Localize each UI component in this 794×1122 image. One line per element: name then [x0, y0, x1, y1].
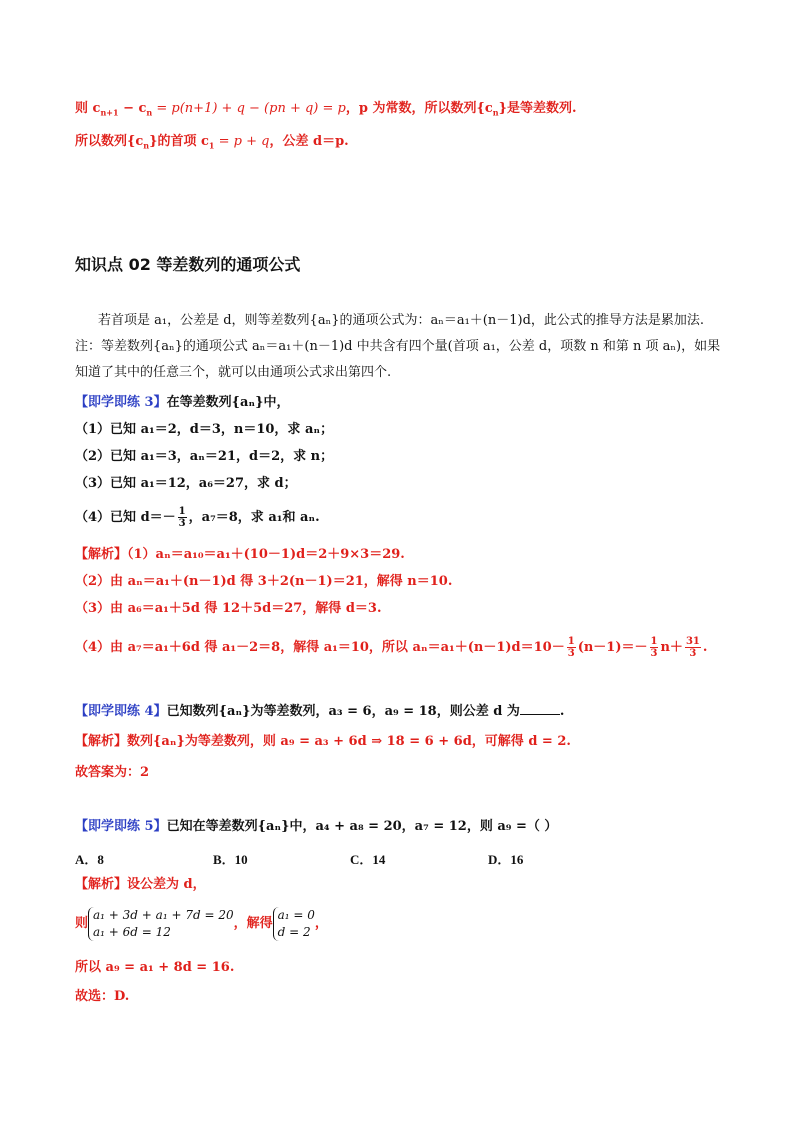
exercise-5-sol-2 [75, 905, 328, 943]
subscript: n [146, 107, 153, 118]
equation-solution [273, 907, 315, 941]
fraction [178, 506, 187, 529]
text: 则 [75, 916, 89, 931]
numerator: 1 [650, 636, 658, 647]
equation-system [88, 907, 234, 941]
solution-text: （1）aₙ＝a₁₀＝a₁＋(10－1)d＝2＋9×3＝29. [127, 547, 405, 562]
exercise-3-sol-1 [75, 546, 405, 564]
fraction [685, 636, 701, 659]
text: ，a₇＝8，求 a₁和 aₙ. [188, 510, 320, 525]
exercise-4-answer: 故答案为：2 [75, 765, 150, 780]
denominator: 3 [689, 648, 697, 659]
text: }是等差数列. [498, 101, 577, 116]
top-line-2 [75, 133, 349, 155]
text: ，解得 [233, 916, 273, 931]
paragraph-3: 知道了其中的任意三个，就可以由通项公式求出第四个. [75, 365, 392, 380]
equation: a₁ = 0 [277, 907, 315, 922]
exercise-5-question [75, 818, 557, 836]
option-d[interactable]: D．16 [488, 852, 524, 867]
exercise-5-options [75, 849, 635, 867]
exercise-3-sol-2: （2）由 aₙ＝a₁＋(n－1)d 得 3＋2(n－1)＝21，解得 n＝10. [75, 574, 453, 589]
top-line-1 [75, 100, 576, 122]
option-a[interactable]: A．8 [75, 852, 104, 867]
paragraph-2: 注：等差数列{aₙ}的通项公式 aₙ＝a₁＋(n－1)d 中共含有四个量(首项 a₁，公差 d，项数 n 和第 n 项 aₙ)，如果 [75, 339, 721, 354]
section-heading: 知识点 02 等差数列的通项公式 [75, 255, 301, 274]
exercise-5-answer: 故选：D. [75, 989, 130, 1004]
denominator: 3 [650, 648, 658, 659]
solution-text: 设公差为 d， [127, 877, 206, 892]
text: − c [118, 101, 147, 116]
numerator: 31 [685, 636, 700, 647]
exercise-4-question [75, 702, 564, 721]
text: . [702, 640, 708, 655]
text: （4）已知 d＝－ [75, 510, 176, 525]
text: . [559, 704, 565, 719]
option-c[interactable]: C．14 [350, 852, 386, 867]
exercise-3-q3: （3）已知 a₁＝12，a₆＝27，求 d； [75, 476, 297, 491]
solution-text: 数列{aₙ}为等差数列，则 a₉ = a₃ + 6d ⇒ 18 = 6 + 6d，可解得 d = 2. [127, 734, 571, 749]
answer-blank[interactable] [520, 702, 560, 715]
exercise-3-q4 [75, 506, 320, 529]
solution-tag: 【解析】 [75, 734, 128, 749]
exercise-5-sol-1 [75, 876, 206, 894]
exercise-tag: 【即学即练 4】 [75, 704, 167, 719]
subscript: 1 [208, 140, 215, 151]
text: ，p 为常数，所以数列{c [345, 101, 493, 116]
text: ， [314, 916, 328, 931]
exercise-text: 已知在等差数列{aₙ}中，a₄ + a₈ = 20，a₇ = 12，则 a₉ =（ ） [166, 819, 558, 834]
numerator: 1 [567, 636, 575, 647]
text: ，公差 d＝p. [269, 134, 349, 149]
exercise-5-sol-3: 所以 a₉ = a₁ + 8d = 16. [75, 960, 235, 975]
equation: d = 2 [277, 924, 311, 939]
equation: a₁ + 6d = 12 [93, 924, 171, 939]
text: 所以数列{c [75, 134, 144, 149]
subscript: n+1 [100, 107, 119, 118]
fraction [567, 636, 576, 659]
exercise-3-title [75, 394, 289, 412]
text: 则 c [75, 101, 101, 116]
exercise-4-solution [75, 733, 571, 751]
denominator: 3 [178, 518, 186, 529]
solution-tag: 【解析】 [75, 877, 128, 892]
solution-tag: 【解析】 [75, 547, 128, 562]
equation: a₁ + 3d + a₁ + 7d = 20 [93, 907, 234, 922]
subscript: n [492, 107, 499, 118]
option-b[interactable]: B．10 [213, 852, 248, 867]
text: }的首项 c [149, 134, 209, 149]
denominator: 3 [567, 648, 575, 659]
exercise-text: 已知数列{aₙ}为等差数列，a₃ = 6，a₉ = 18，则公差 d 为 [166, 704, 520, 719]
exercise-3-q1: （1）已知 a₁＝2，d＝3，n＝10，求 aₙ； [75, 422, 334, 437]
exercise-3-q2: （2）已知 a₁＝3，aₙ＝21，d＝2，求 n； [75, 449, 334, 464]
paragraph-1: 若首项是 a₁，公差是 d，则等差数列{aₙ}的通项公式为：aₙ＝a₁＋(n－1)d，此公式的推导方法是累加法. [98, 313, 705, 328]
text: （4）由 a₇＝a₁＋6d 得 a₁－2＝8，解得 a₁＝10，所以 aₙ＝a₁＋(n－1)d＝10－ [75, 640, 565, 655]
exercise-3-sol-4 [75, 636, 707, 659]
fraction [650, 636, 659, 659]
exercise-tag: 【即学即练 5】 [75, 819, 167, 834]
exercise-3-sol-3: （3）由 a₆＝a₁＋5d 得 12＋5d＝27，解得 d＝3. [75, 601, 382, 616]
text: (n－1)＝－ [577, 640, 648, 655]
numerator: 1 [178, 506, 186, 517]
exercise-text: 在等差数列{aₙ}中， [166, 395, 290, 410]
exercise-tag: 【即学即练 3】 [75, 395, 167, 410]
formula: = p(n+1) + q − (pn + q) = p [152, 101, 346, 116]
text: n＋ [660, 640, 683, 655]
subscript: n [143, 140, 150, 151]
formula: = p + q [214, 134, 270, 149]
